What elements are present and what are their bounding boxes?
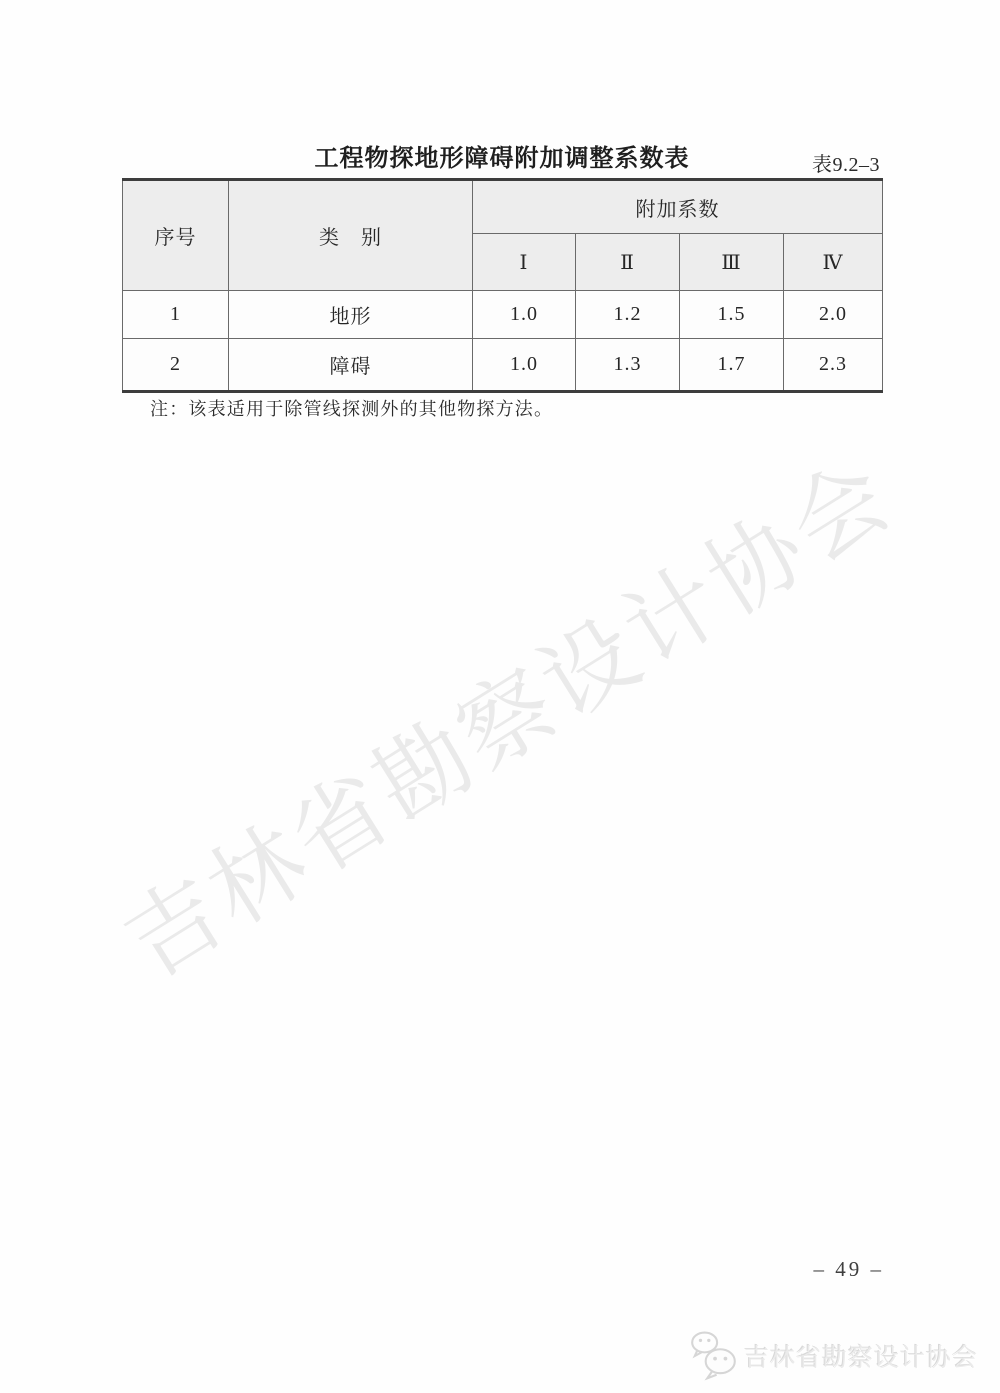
cell-value: 1.7 [680, 339, 784, 392]
header-cell-level-3: Ⅲ [680, 234, 784, 291]
cell-category: 障碍 [229, 339, 473, 392]
cell-serial-no: 2 [123, 339, 229, 392]
page-number: – 49 – [813, 1257, 884, 1281]
cell-value: 1.0 [473, 291, 576, 339]
cell-value: 2.3 [784, 339, 883, 392]
footer-brand-text: 吉林省勘察设计协会 [744, 1344, 979, 1372]
cell-serial-no: 1 [123, 291, 229, 339]
header-cell-level-1: Ⅰ [473, 234, 576, 291]
footer-brand-row [688, 1330, 978, 1382]
header-cell-serial-no: 序号 [123, 180, 229, 291]
coefficient-table [122, 178, 883, 393]
cell-value: 1.0 [473, 339, 576, 392]
wechat-chat-bubbles-icon [688, 1330, 740, 1382]
cell-value: 1.2 [576, 291, 680, 339]
cell-value: 1.5 [680, 291, 784, 339]
table-row [123, 291, 883, 339]
cell-category: 地形 [229, 291, 473, 339]
watermark-text: 吉林省勘察设计协会 [108, 442, 911, 998]
table-note: 注：该表适用于除管线探测外的其他物探方法。 [150, 399, 554, 419]
table-row [123, 339, 883, 392]
table-title-row [122, 138, 882, 174]
table-ref-label: 表9.2–3 [812, 154, 880, 176]
cell-value: 1.3 [576, 339, 680, 392]
table-title: 工程物探地形障碍附加调整系数表 [314, 145, 690, 172]
cell-value: 2.0 [784, 291, 883, 339]
header-cell-coeff-group: 附加系数 [473, 180, 883, 234]
header-cell-category: 类 别 [229, 180, 473, 291]
header-cell-level-2: Ⅱ [576, 234, 680, 291]
table-header-row-1 [123, 180, 883, 234]
header-cell-level-4: Ⅳ [784, 234, 883, 291]
